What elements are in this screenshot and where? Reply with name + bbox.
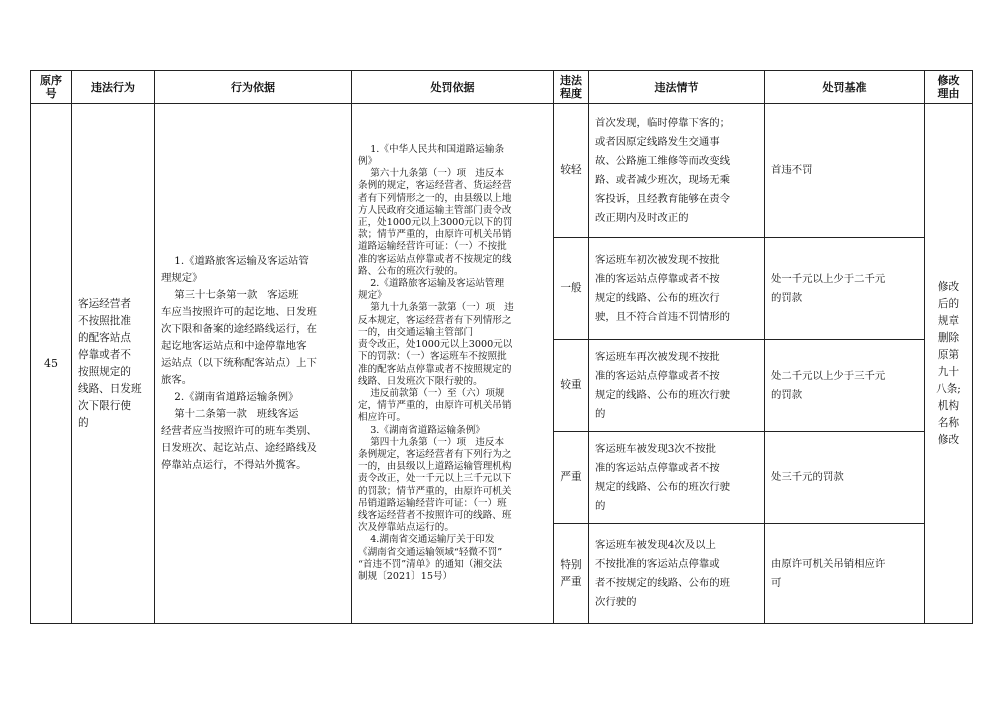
level-cell: 特别 严重 xyxy=(554,524,589,624)
record-no: 45 xyxy=(31,104,72,624)
header-reason: 修改 理由 xyxy=(925,71,973,104)
table-row xyxy=(31,104,973,238)
detail-cell: 客运班车初次被发现不按批 准的客运站点停靠或者不按 规定的线路、公布的班次行 驶，且不符合首违不罚情形的 xyxy=(589,238,765,340)
detail-cell: 客运班车被发现3次不按批 准的客运站点停靠或者不按 规定的线路、公布的班次行驶 的 xyxy=(589,432,765,524)
detail-cell: 客运班车被发现4次及以上 不按批准的客运站点停靠或 者不按规定的线路、公布的班 次行驶的 xyxy=(589,524,765,624)
level-cell: 一般 xyxy=(554,238,589,340)
header-behavior: 违法行为 xyxy=(72,71,155,104)
header-standard: 处罚基准 xyxy=(765,71,925,104)
standard-cell: 由原许可机关吊销相应许 可 xyxy=(765,524,925,624)
standard-cell: 处三千元的罚款 xyxy=(765,432,925,524)
detail-cell: 客运班车再次被发现不按批 准的客运站点停靠或者不按 规定的线路、公布的班次行驶 的 xyxy=(589,340,765,432)
header-detail: 违法情节 xyxy=(589,71,765,104)
level-cell: 严重 xyxy=(554,432,589,524)
penalty-table xyxy=(30,70,973,624)
record-penalty-basis: 1.《中华人民共和国道路运输条 例》 第六十九条第（一）项 违反本 条例的规定，客运经营者、货运经营 者有下列情形之一的，由县级以上地 方人民政府交通运输主管部门责令改 正，处1000元以上3000元以下的罚 款；情节严重的，由原许可机关吊销 道路运输经营许可证：（一）不按批 准的客运站点停靠或者不按规定的线 路、公布的班次行驶的。 2.《道路旅客运输及客运站管理 规定》 第九十九条第一款第（一）项 违 反本规定，客运经营者有下列情形之 一的，由交通运输主管部门 责令改正，处1000元以上3000元以 下的罚款：（一）客运班车不按照批 准的配客站点停靠或者不按照规定的 线路、日发班次下限行驶的。 违反前款第（一）至（六）项规 定，情节严重的，由原许可机关吊销 相应许可。 3.《湖南省道路运输条例》 第四十九条第（一）项 违反本 条例规定，客运经营者有下列行为之 一的，由县级以上道路运输管理机构 责令改正，处一千元以上三千元以下 的罚款；情节严重的，由原许可机关 吊销道路运输经营许可证：（一）班 线客运经营者不按照许可的线路、班 次及停靠站点运行的。 4.湖南省交通运输厅关于印发 《湖南省交通运输领域“轻微不罚” “首违不罚”清单》的通知（湘交法 制规〔2021〕15号） xyxy=(352,104,554,624)
record-basis: 1.《道路旅客运输及客运站管 理规定》 第三十七条第一款 客运班 车应当按照许可的起讫地、日发班 次下限和备案的途经路线运行，在 起讫地客运站点和中途停靠地客 运站点（以下统称配客站点）上下 旅客。 2.《湖南省道路运输条例》 第十二条第一款 班线客运 经营者应当按照许可的班车类别、 日发班次、起讫站点、途经路线及 停靠站点运行，不得站外揽客。 xyxy=(155,104,352,624)
header-no: 原序 号 xyxy=(31,71,72,104)
header-basis: 行为依据 xyxy=(155,71,352,104)
standard-cell: 处二千元以上少于三千元 的罚款 xyxy=(765,340,925,432)
header-level: 违法 程度 xyxy=(554,71,589,104)
level-cell: 较轻 xyxy=(554,104,589,238)
detail-cell: 首次发现，临时停靠下客的； 或者因原定线路发生交通事 故、公路施工维修等而改变线 路、或者减少班次，现场无乘 客投诉，且经教育能够在责令 改正期内及时改正的 xyxy=(589,104,765,238)
record-reason: 修改 后的 规章 删除 原第 九十 八条; 机构 名称 修改 xyxy=(925,104,973,624)
header-penalty-basis: 处罚依据 xyxy=(352,71,554,104)
header-row xyxy=(31,71,973,104)
standard-cell: 首违不罚 xyxy=(765,104,925,238)
record-behavior: 客运经营者 不按照批准 的配客站点 停靠或者不 按照规定的 线路、日发班 次下限行使 的 xyxy=(72,104,155,624)
level-cell: 较重 xyxy=(554,340,589,432)
standard-cell: 处一千元以上少于二千元 的罚款 xyxy=(765,238,925,340)
